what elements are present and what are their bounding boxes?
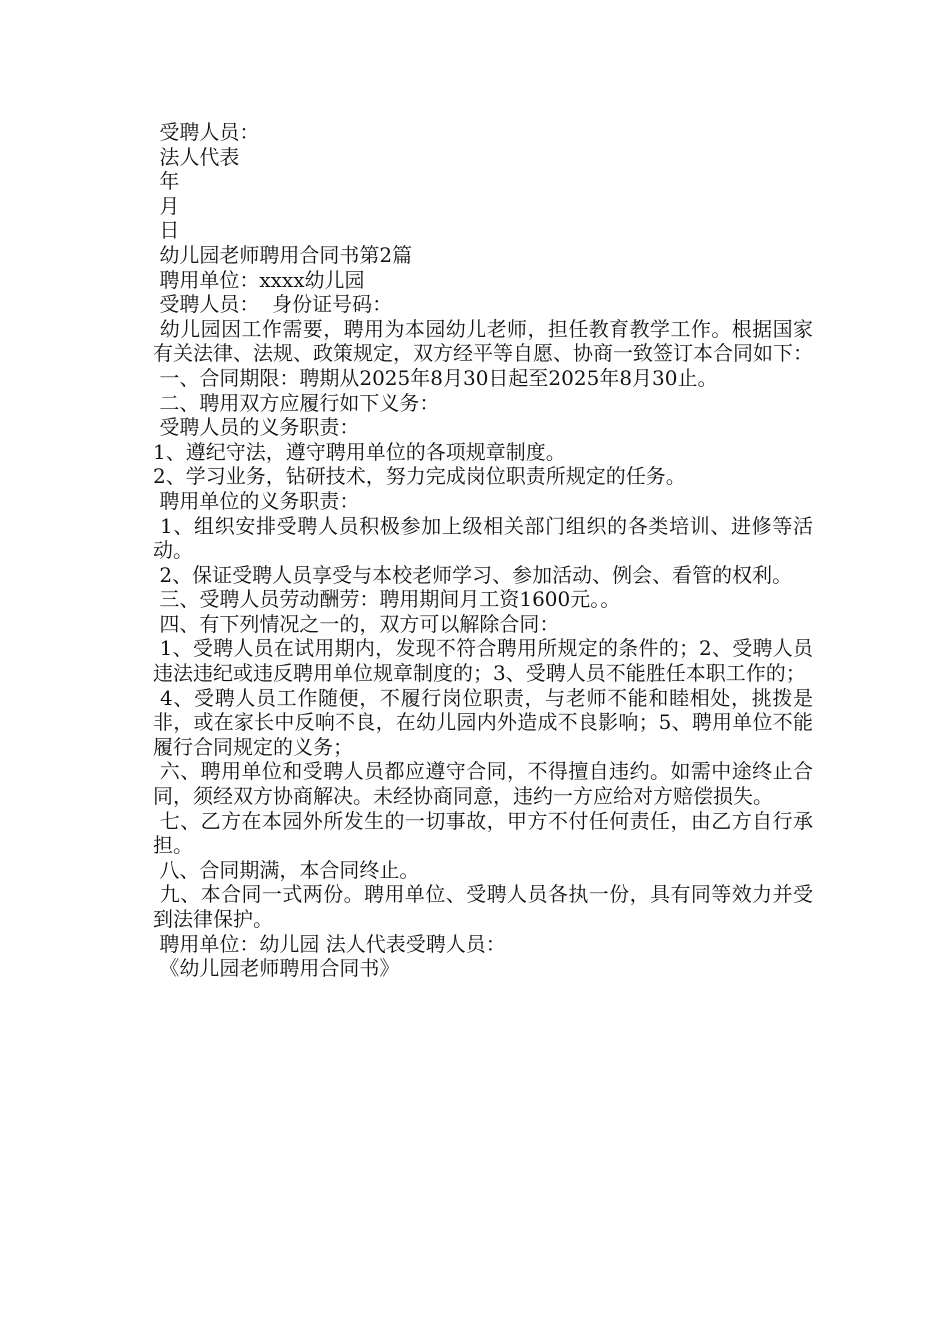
- date-day-line: 日: [153, 218, 180, 243]
- employer-field: 聘用单位：xxxx幼儿园: [153, 267, 365, 292]
- employee-duty-2: 2、学习业务，钻研技术，努力完成岗位职责所规定的任务。: [153, 464, 686, 489]
- employer-duty-2: 2、保证受聘人员享受与本校老师学习、参加活动、例会、看管的权利。: [153, 562, 793, 587]
- intro-paragraph: 幼儿园因工作需要，聘用为本园幼儿老师，担任教育教学工作。根据国家有关法律、法规、政策规定，双方经平等自愿、协商一致签订本合同如下：: [153, 316, 814, 366]
- clause-termination-heading: 四、有下列情况之一的，双方可以解除合同：: [153, 611, 560, 636]
- employee-duties-heading: 受聘人员的义务职责：: [153, 415, 360, 440]
- clause-eight: 八、合同期满，本合同终止。: [153, 857, 420, 882]
- signature-legal-rep-line: 法人代表: [153, 144, 240, 169]
- document-footer-title: 《幼儿园老师聘用合同书》: [153, 956, 400, 981]
- employee-id-field: 受聘人员： 身份证号码：: [153, 292, 393, 317]
- employer-duties-heading: 聘用单位的义务职责：: [153, 488, 360, 513]
- contract-title: 幼儿园老师聘用合同书第2篇: [153, 242, 413, 267]
- clause-seven: 七、乙方在本园外所发生的一切事故，甲方不付任何责任，由乙方自行承担。: [153, 808, 814, 858]
- termination-items-1-3: 1、受聘人员在试用期内，发现不符合聘用所规定的条件的；2、受聘人员违法违纪或违反聘用单位规章制度的；3、受聘人员不能胜任本职工作的；: [153, 636, 814, 686]
- clause-salary: 三、受聘人员劳动酬劳：聘用期间月工资1600元。。: [153, 587, 621, 612]
- termination-items-4-5: 4、受聘人员工作随便，不履行岗位职责，与老师不能和睦相处，挑拨是非，或在家长中反响不良，在幼儿园内外造成不良影响；5、聘用单位不能履行合同规定的义务；: [153, 685, 813, 759]
- employer-duty-1: 1、组织安排受聘人员积极参加上级相关部门组织的各类培训、进修等活动。: [153, 513, 813, 563]
- clause-nine: 九、本合同一式两份。聘用单位、受聘人员各执一份，具有同等效力并受到法律保护。: [153, 882, 814, 931]
- signature-employee-line: 受聘人员：: [153, 120, 260, 144]
- signature-block: 聘用单位：幼儿园 法人代表受聘人员：: [153, 931, 506, 956]
- date-year-line: 年: [153, 169, 180, 194]
- document-body: [153, 120, 813, 981]
- employee-duty-1: 1、遵纪守法，遵守聘用单位的各项规章制度。: [153, 439, 566, 464]
- clause-six: 六、聘用单位和受聘人员都应遵守合同，不得擅自违约。如需中途终止合同，须经双方协商解决。未经协商同意，违约一方应给对方赔偿损失。: [153, 759, 814, 809]
- date-month-line: 月: [153, 193, 180, 218]
- clause-term: 一、合同期限：聘期从2025年8月30日起至2025年8月30止。: [153, 365, 718, 390]
- clause-obligations-heading: 二、聘用双方应履行如下义务：: [153, 390, 440, 415]
